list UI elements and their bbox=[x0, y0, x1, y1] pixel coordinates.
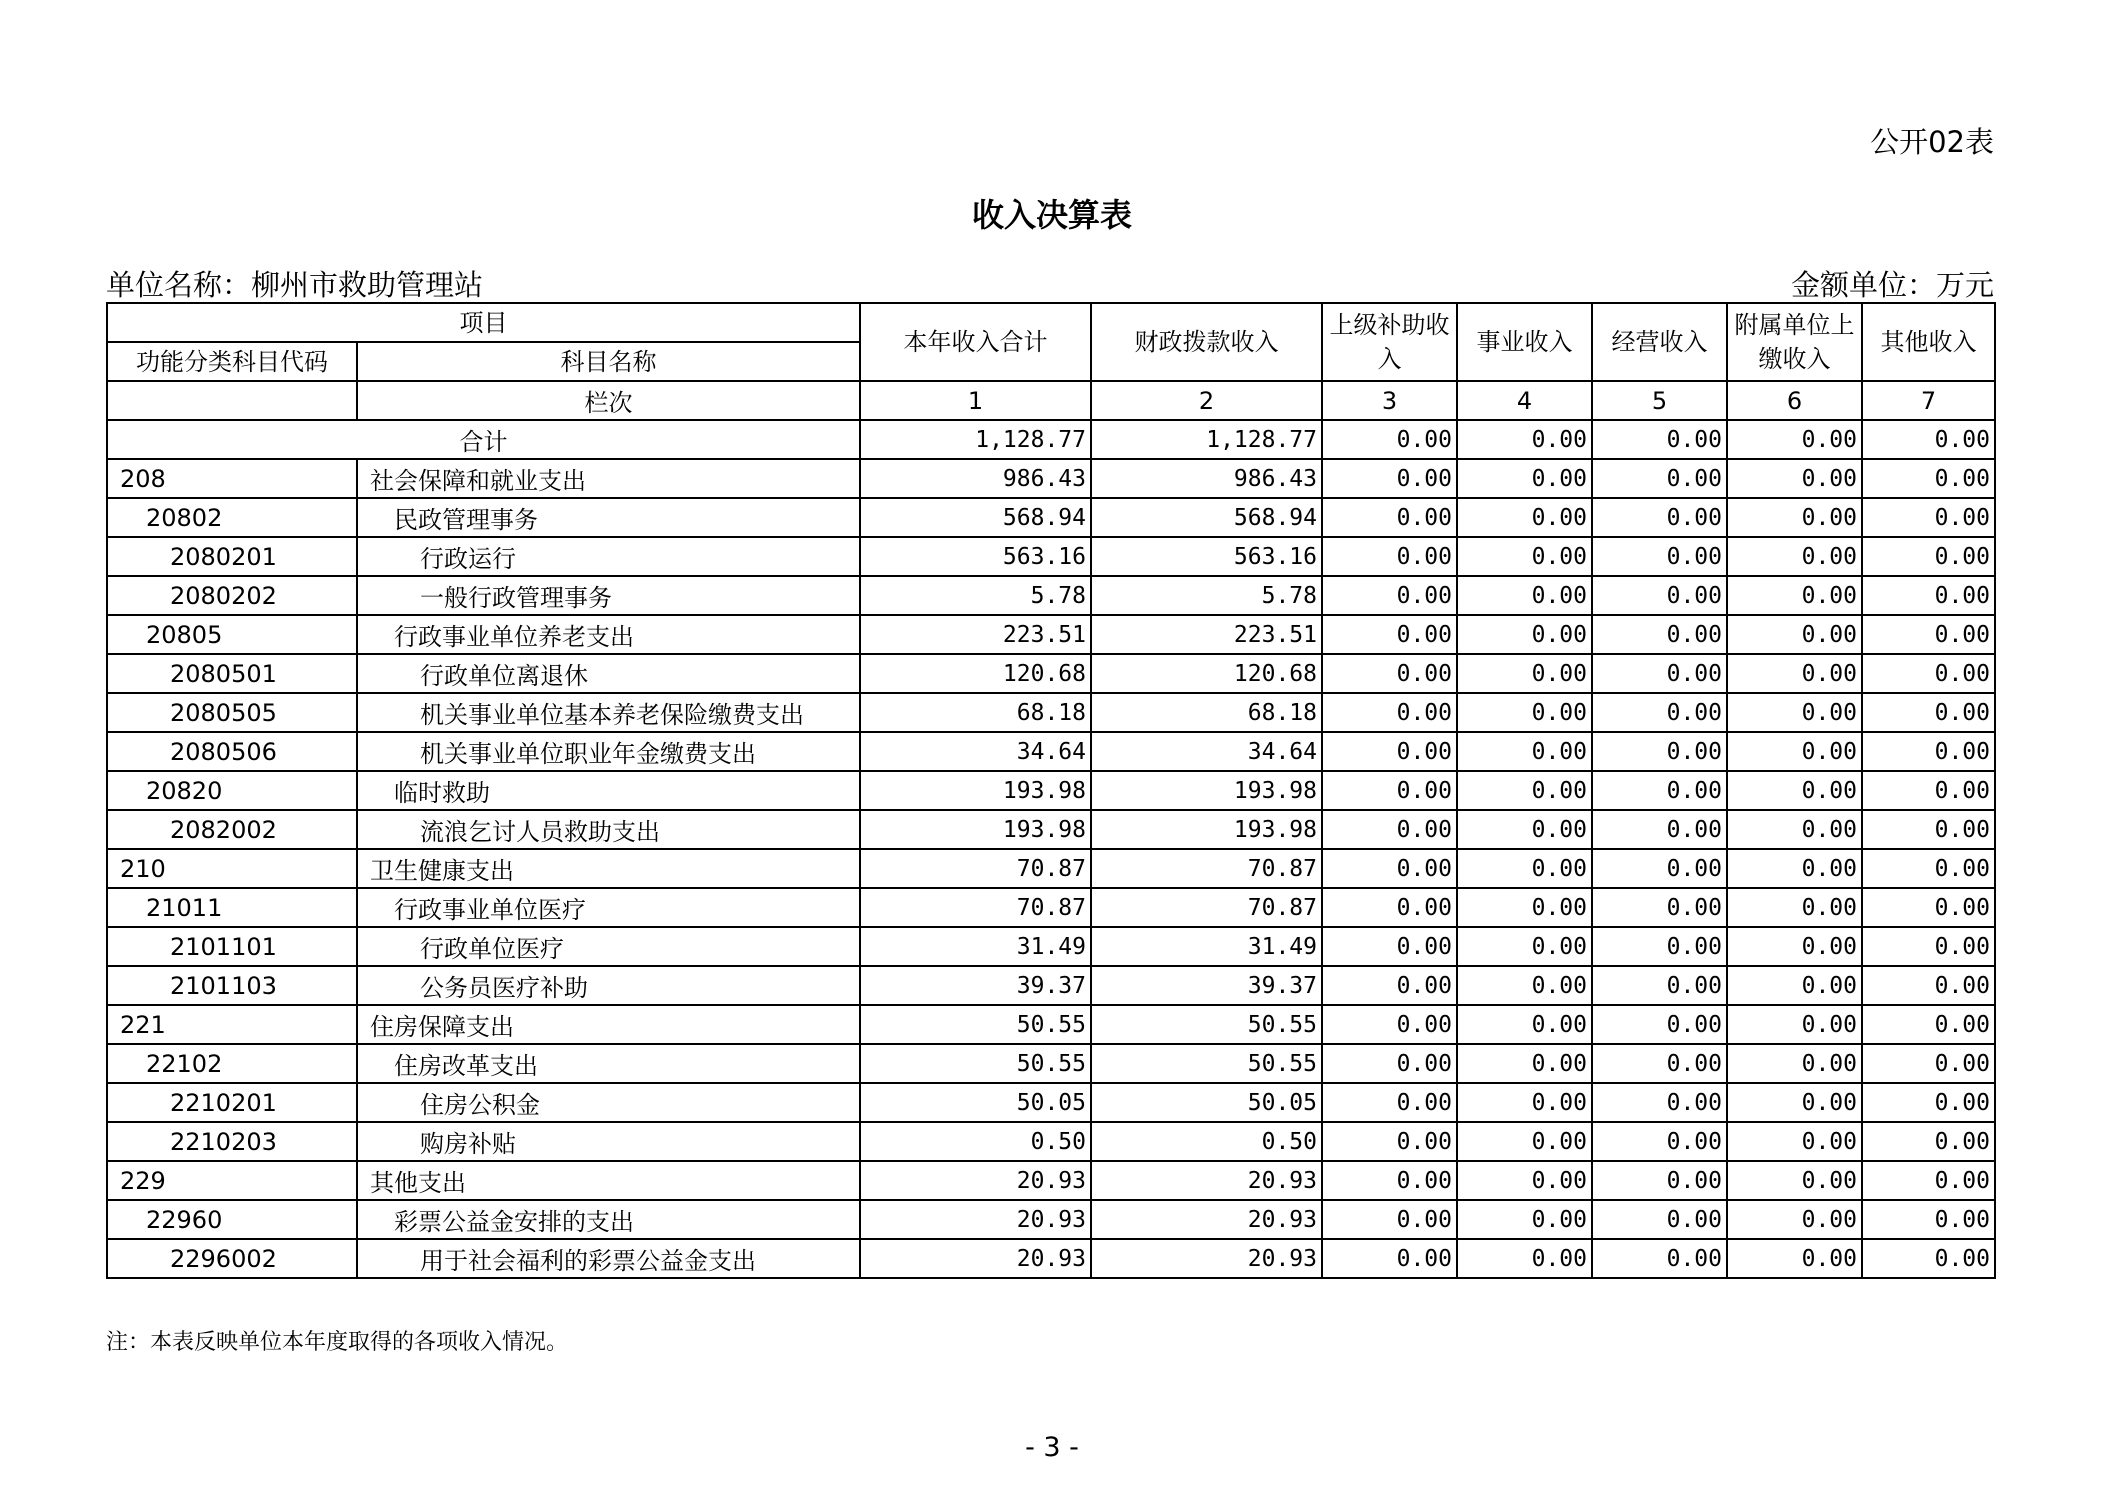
row-code: 2080505 bbox=[107, 693, 357, 732]
row-value: 0.00 bbox=[1322, 1044, 1457, 1083]
row-value: 0.00 bbox=[1457, 888, 1592, 927]
row-value: 0.00 bbox=[1727, 615, 1862, 654]
row-value: 50.05 bbox=[1091, 1083, 1322, 1122]
row-name: 住房保障支出 bbox=[357, 1005, 860, 1044]
total-value: 0.00 bbox=[1862, 420, 1995, 459]
row-value: 50.55 bbox=[1091, 1005, 1322, 1044]
row-code: 2101103 bbox=[107, 966, 357, 1005]
table-row bbox=[107, 1044, 1995, 1083]
total-value: 1,128.77 bbox=[860, 420, 1091, 459]
table-row bbox=[107, 732, 1995, 771]
row-value: 20.93 bbox=[860, 1200, 1091, 1239]
row-value: 0.00 bbox=[1322, 654, 1457, 693]
total-value: 0.00 bbox=[1457, 420, 1592, 459]
row-value: 5.78 bbox=[1091, 576, 1322, 615]
row-value: 0.00 bbox=[1592, 498, 1727, 537]
row-value: 0.00 bbox=[1592, 1005, 1727, 1044]
row-value: 0.00 bbox=[1862, 927, 1995, 966]
row-value: 20.93 bbox=[1091, 1200, 1322, 1239]
row-value: 0.00 bbox=[1457, 1161, 1592, 1200]
row-value: 0.50 bbox=[1091, 1122, 1322, 1161]
row-value: 5.78 bbox=[860, 576, 1091, 615]
row-value: 0.00 bbox=[1592, 576, 1727, 615]
row-code: 22102 bbox=[107, 1044, 357, 1083]
row-value: 0.00 bbox=[1592, 1239, 1727, 1278]
row-value: 0.00 bbox=[1862, 498, 1995, 537]
table-row bbox=[107, 771, 1995, 810]
row-value: 0.00 bbox=[1457, 1200, 1592, 1239]
row-value: 0.00 bbox=[1457, 771, 1592, 810]
row-value: 0.00 bbox=[1592, 771, 1727, 810]
row-code: 2080202 bbox=[107, 576, 357, 615]
row-value: 0.00 bbox=[1862, 888, 1995, 927]
header-code: 功能分类科目代码 bbox=[107, 342, 357, 381]
row-value: 0.00 bbox=[1592, 849, 1727, 888]
row-value: 68.18 bbox=[1091, 693, 1322, 732]
header-col-3: 上级补助收入 bbox=[1322, 303, 1457, 381]
row-code: 20820 bbox=[107, 771, 357, 810]
row-code: 208 bbox=[107, 459, 357, 498]
row-name: 彩票公益金安排的支出 bbox=[357, 1200, 860, 1239]
row-value: 120.68 bbox=[1091, 654, 1322, 693]
table-body bbox=[107, 420, 1995, 1278]
header-col-2: 财政拨款收入 bbox=[1091, 303, 1322, 381]
row-value: 0.00 bbox=[1862, 537, 1995, 576]
header-name: 科目名称 bbox=[357, 342, 860, 381]
row-value: 0.00 bbox=[1862, 1083, 1995, 1122]
row-value: 0.00 bbox=[1457, 1083, 1592, 1122]
row-value: 0.00 bbox=[1457, 498, 1592, 537]
row-value: 0.00 bbox=[1862, 966, 1995, 1005]
row-value: 0.00 bbox=[1727, 1005, 1862, 1044]
row-code: 2210203 bbox=[107, 1122, 357, 1161]
header-col-6: 附属单位上缴收入 bbox=[1727, 303, 1862, 381]
row-value: 0.00 bbox=[1322, 849, 1457, 888]
column-index-row bbox=[107, 381, 1995, 420]
row-value: 120.68 bbox=[860, 654, 1091, 693]
total-label: 合计 bbox=[107, 420, 860, 459]
row-value: 0.00 bbox=[1727, 927, 1862, 966]
row-code: 20802 bbox=[107, 498, 357, 537]
row-value: 0.00 bbox=[1457, 810, 1592, 849]
row-value: 0.00 bbox=[1457, 1122, 1592, 1161]
row-value: 0.00 bbox=[1592, 1122, 1727, 1161]
row-value: 0.00 bbox=[1862, 459, 1995, 498]
row-name: 社会保障和就业支出 bbox=[357, 459, 860, 498]
row-value: 0.00 bbox=[1727, 1083, 1862, 1122]
row-value: 223.51 bbox=[1091, 615, 1322, 654]
row-value: 0.00 bbox=[1322, 498, 1457, 537]
total-row bbox=[107, 420, 1995, 459]
row-value: 0.00 bbox=[1862, 615, 1995, 654]
col-number: 2 bbox=[1091, 381, 1322, 420]
row-value: 0.00 bbox=[1322, 537, 1457, 576]
row-name: 行政事业单位医疗 bbox=[357, 888, 860, 927]
col-number: 3 bbox=[1322, 381, 1457, 420]
row-value: 0.00 bbox=[1727, 1239, 1862, 1278]
header-col-1: 本年收入合计 bbox=[860, 303, 1091, 381]
row-value: 0.00 bbox=[1862, 1161, 1995, 1200]
row-value: 0.00 bbox=[1322, 459, 1457, 498]
row-value: 0.00 bbox=[1592, 654, 1727, 693]
row-value: 31.49 bbox=[860, 927, 1091, 966]
table-row bbox=[107, 888, 1995, 927]
header-row-1 bbox=[107, 303, 1995, 342]
row-value: 0.00 bbox=[1457, 459, 1592, 498]
table-note: 注：本表反映单位本年度取得的各项收入情况。 bbox=[106, 1330, 569, 1355]
row-value: 0.00 bbox=[1862, 732, 1995, 771]
row-value: 0.00 bbox=[1862, 654, 1995, 693]
row-value: 986.43 bbox=[1091, 459, 1322, 498]
row-value: 70.87 bbox=[860, 849, 1091, 888]
row-name: 购房补贴 bbox=[357, 1122, 860, 1161]
row-value: 0.00 bbox=[1592, 927, 1727, 966]
row-value: 0.00 bbox=[1322, 1005, 1457, 1044]
row-value: 50.55 bbox=[860, 1005, 1091, 1044]
row-value: 0.00 bbox=[1592, 615, 1727, 654]
row-value: 0.00 bbox=[1727, 966, 1862, 1005]
row-name: 行政运行 bbox=[357, 537, 860, 576]
row-value: 0.00 bbox=[1592, 1200, 1727, 1239]
row-value: 0.00 bbox=[1322, 1200, 1457, 1239]
row-value: 0.00 bbox=[1862, 1239, 1995, 1278]
row-value: 0.00 bbox=[1862, 693, 1995, 732]
row-value: 193.98 bbox=[860, 810, 1091, 849]
row-name: 行政事业单位养老支出 bbox=[357, 615, 860, 654]
row-name: 民政管理事务 bbox=[357, 498, 860, 537]
row-value: 0.00 bbox=[1862, 1005, 1995, 1044]
row-value: 50.05 bbox=[860, 1083, 1091, 1122]
row-value: 0.00 bbox=[1592, 459, 1727, 498]
table-row bbox=[107, 459, 1995, 498]
total-value: 1,128.77 bbox=[1091, 420, 1322, 459]
row-value: 0.00 bbox=[1592, 537, 1727, 576]
table-row bbox=[107, 966, 1995, 1005]
row-value: 0.00 bbox=[1592, 888, 1727, 927]
row-code: 2101101 bbox=[107, 927, 357, 966]
row-value: 0.00 bbox=[1322, 576, 1457, 615]
row-value: 193.98 bbox=[1091, 771, 1322, 810]
row-value: 20.93 bbox=[860, 1161, 1091, 1200]
row-value: 0.00 bbox=[1862, 1122, 1995, 1161]
col-number: 5 bbox=[1592, 381, 1727, 420]
row-value: 70.87 bbox=[1091, 888, 1322, 927]
row-value: 0.00 bbox=[1322, 693, 1457, 732]
row-code: 22960 bbox=[107, 1200, 357, 1239]
row-name: 住房改革支出 bbox=[357, 1044, 860, 1083]
row-value: 0.00 bbox=[1592, 732, 1727, 771]
row-value: 0.00 bbox=[1862, 849, 1995, 888]
row-name: 行政单位医疗 bbox=[357, 927, 860, 966]
row-code: 2080506 bbox=[107, 732, 357, 771]
row-name: 住房公积金 bbox=[357, 1083, 860, 1122]
row-value: 0.00 bbox=[1727, 537, 1862, 576]
row-value: 0.00 bbox=[1592, 693, 1727, 732]
row-name: 用于社会福利的彩票公益金支出 bbox=[357, 1239, 860, 1278]
row-value: 0.00 bbox=[1727, 888, 1862, 927]
total-value: 0.00 bbox=[1727, 420, 1862, 459]
row-value: 0.50 bbox=[860, 1122, 1091, 1161]
row-name: 临时救助 bbox=[357, 771, 860, 810]
row-code: 2082002 bbox=[107, 810, 357, 849]
row-value: 50.55 bbox=[860, 1044, 1091, 1083]
row-code: 2296002 bbox=[107, 1239, 357, 1278]
income-table bbox=[106, 302, 1996, 1279]
row-value: 0.00 bbox=[1727, 1122, 1862, 1161]
amount-unit: 金额单位：万元 bbox=[1790, 268, 1994, 302]
document-id: 公开02表 bbox=[1870, 125, 1994, 159]
table-row bbox=[107, 849, 1995, 888]
total-value: 0.00 bbox=[1592, 420, 1727, 459]
row-code: 2080501 bbox=[107, 654, 357, 693]
row-value: 0.00 bbox=[1322, 1161, 1457, 1200]
row-index-label: 栏次 bbox=[357, 381, 860, 420]
col-number: 1 bbox=[860, 381, 1091, 420]
column-index-blank bbox=[107, 381, 357, 420]
row-value: 0.00 bbox=[1457, 537, 1592, 576]
table-row bbox=[107, 1005, 1995, 1044]
row-name: 流浪乞讨人员救助支出 bbox=[357, 810, 860, 849]
row-value: 0.00 bbox=[1322, 888, 1457, 927]
row-value: 0.00 bbox=[1727, 576, 1862, 615]
row-value: 0.00 bbox=[1322, 1239, 1457, 1278]
row-value: 0.00 bbox=[1457, 693, 1592, 732]
row-value: 0.00 bbox=[1457, 1044, 1592, 1083]
row-value: 223.51 bbox=[860, 615, 1091, 654]
row-value: 986.43 bbox=[860, 459, 1091, 498]
table-row bbox=[107, 927, 1995, 966]
row-value: 0.00 bbox=[1322, 927, 1457, 966]
row-value: 0.00 bbox=[1862, 771, 1995, 810]
row-code: 2080201 bbox=[107, 537, 357, 576]
row-value: 0.00 bbox=[1322, 966, 1457, 1005]
header-col-4: 事业收入 bbox=[1457, 303, 1592, 381]
row-value: 0.00 bbox=[1862, 576, 1995, 615]
row-code: 221 bbox=[107, 1005, 357, 1044]
row-value: 0.00 bbox=[1322, 1122, 1457, 1161]
row-value: 0.00 bbox=[1322, 771, 1457, 810]
row-value: 0.00 bbox=[1592, 810, 1727, 849]
row-value: 0.00 bbox=[1862, 1044, 1995, 1083]
row-value: 39.37 bbox=[1091, 966, 1322, 1005]
row-value: 568.94 bbox=[860, 498, 1091, 537]
header-item: 项目 bbox=[107, 303, 860, 342]
row-value: 50.55 bbox=[1091, 1044, 1322, 1083]
row-value: 0.00 bbox=[1457, 1239, 1592, 1278]
row-name: 机关事业单位职业年金缴费支出 bbox=[357, 732, 860, 771]
row-name: 卫生健康支出 bbox=[357, 849, 860, 888]
row-code: 2210201 bbox=[107, 1083, 357, 1122]
table-row bbox=[107, 1083, 1995, 1122]
row-value: 568.94 bbox=[1091, 498, 1322, 537]
page-title: 收入决算表 bbox=[971, 196, 1132, 234]
row-value: 0.00 bbox=[1592, 966, 1727, 1005]
row-value: 0.00 bbox=[1457, 966, 1592, 1005]
table-row bbox=[107, 1239, 1995, 1278]
row-code: 210 bbox=[107, 849, 357, 888]
header-col-5: 经营收入 bbox=[1592, 303, 1727, 381]
row-name: 其他支出 bbox=[357, 1161, 860, 1200]
row-value: 0.00 bbox=[1727, 1161, 1862, 1200]
row-value: 70.87 bbox=[1091, 849, 1322, 888]
row-value: 0.00 bbox=[1322, 732, 1457, 771]
row-value: 0.00 bbox=[1727, 771, 1862, 810]
row-value: 0.00 bbox=[1727, 459, 1862, 498]
page-number: - 3 - bbox=[1025, 1432, 1079, 1463]
col-number: 7 bbox=[1862, 381, 1995, 420]
row-value: 39.37 bbox=[860, 966, 1091, 1005]
table-row bbox=[107, 615, 1995, 654]
table-row bbox=[107, 654, 1995, 693]
table-row bbox=[107, 1161, 1995, 1200]
row-value: 0.00 bbox=[1727, 498, 1862, 537]
row-value: 20.93 bbox=[1091, 1239, 1322, 1278]
row-value: 0.00 bbox=[1862, 810, 1995, 849]
row-value: 0.00 bbox=[1457, 927, 1592, 966]
row-value: 563.16 bbox=[1091, 537, 1322, 576]
row-value: 0.00 bbox=[1457, 849, 1592, 888]
row-value: 0.00 bbox=[1322, 615, 1457, 654]
row-value: 0.00 bbox=[1457, 732, 1592, 771]
row-name: 公务员医疗补助 bbox=[357, 966, 860, 1005]
row-value: 0.00 bbox=[1727, 1044, 1862, 1083]
col-number: 6 bbox=[1727, 381, 1862, 420]
row-value: 34.64 bbox=[1091, 732, 1322, 771]
row-value: 34.64 bbox=[860, 732, 1091, 771]
table-row bbox=[107, 693, 1995, 732]
row-value: 68.18 bbox=[860, 693, 1091, 732]
row-value: 0.00 bbox=[1322, 810, 1457, 849]
row-value: 0.00 bbox=[1457, 654, 1592, 693]
row-value: 20.93 bbox=[1091, 1161, 1322, 1200]
row-value: 0.00 bbox=[1727, 654, 1862, 693]
table-row bbox=[107, 498, 1995, 537]
row-value: 20.93 bbox=[860, 1239, 1091, 1278]
row-value: 0.00 bbox=[1727, 732, 1862, 771]
row-value: 0.00 bbox=[1322, 1083, 1457, 1122]
row-value: 0.00 bbox=[1457, 615, 1592, 654]
row-code: 21011 bbox=[107, 888, 357, 927]
row-value: 0.00 bbox=[1727, 1200, 1862, 1239]
row-value: 193.98 bbox=[860, 771, 1091, 810]
row-value: 0.00 bbox=[1727, 849, 1862, 888]
table-row bbox=[107, 576, 1995, 615]
row-name: 机关事业单位基本养老保险缴费支出 bbox=[357, 693, 860, 732]
row-value: 0.00 bbox=[1457, 1005, 1592, 1044]
table-row bbox=[107, 1200, 1995, 1239]
table-row bbox=[107, 537, 1995, 576]
table-row bbox=[107, 810, 1995, 849]
row-value: 0.00 bbox=[1592, 1161, 1727, 1200]
row-name: 行政单位离退休 bbox=[357, 654, 860, 693]
row-code: 20805 bbox=[107, 615, 357, 654]
row-value: 0.00 bbox=[1862, 1200, 1995, 1239]
row-name: 一般行政管理事务 bbox=[357, 576, 860, 615]
row-value: 0.00 bbox=[1592, 1044, 1727, 1083]
row-code: 229 bbox=[107, 1161, 357, 1200]
row-value: 0.00 bbox=[1727, 810, 1862, 849]
row-value: 70.87 bbox=[860, 888, 1091, 927]
row-value: 0.00 bbox=[1592, 1083, 1727, 1122]
row-value: 193.98 bbox=[1091, 810, 1322, 849]
unit-name: 单位名称：柳州市救助管理站 bbox=[106, 268, 484, 302]
col-number: 4 bbox=[1457, 381, 1592, 420]
table-row bbox=[107, 1122, 1995, 1161]
row-value: 0.00 bbox=[1727, 693, 1862, 732]
row-value: 563.16 bbox=[860, 537, 1091, 576]
row-value: 31.49 bbox=[1091, 927, 1322, 966]
header-col-7: 其他收入 bbox=[1862, 303, 1995, 381]
total-value: 0.00 bbox=[1322, 420, 1457, 459]
row-value: 0.00 bbox=[1457, 576, 1592, 615]
